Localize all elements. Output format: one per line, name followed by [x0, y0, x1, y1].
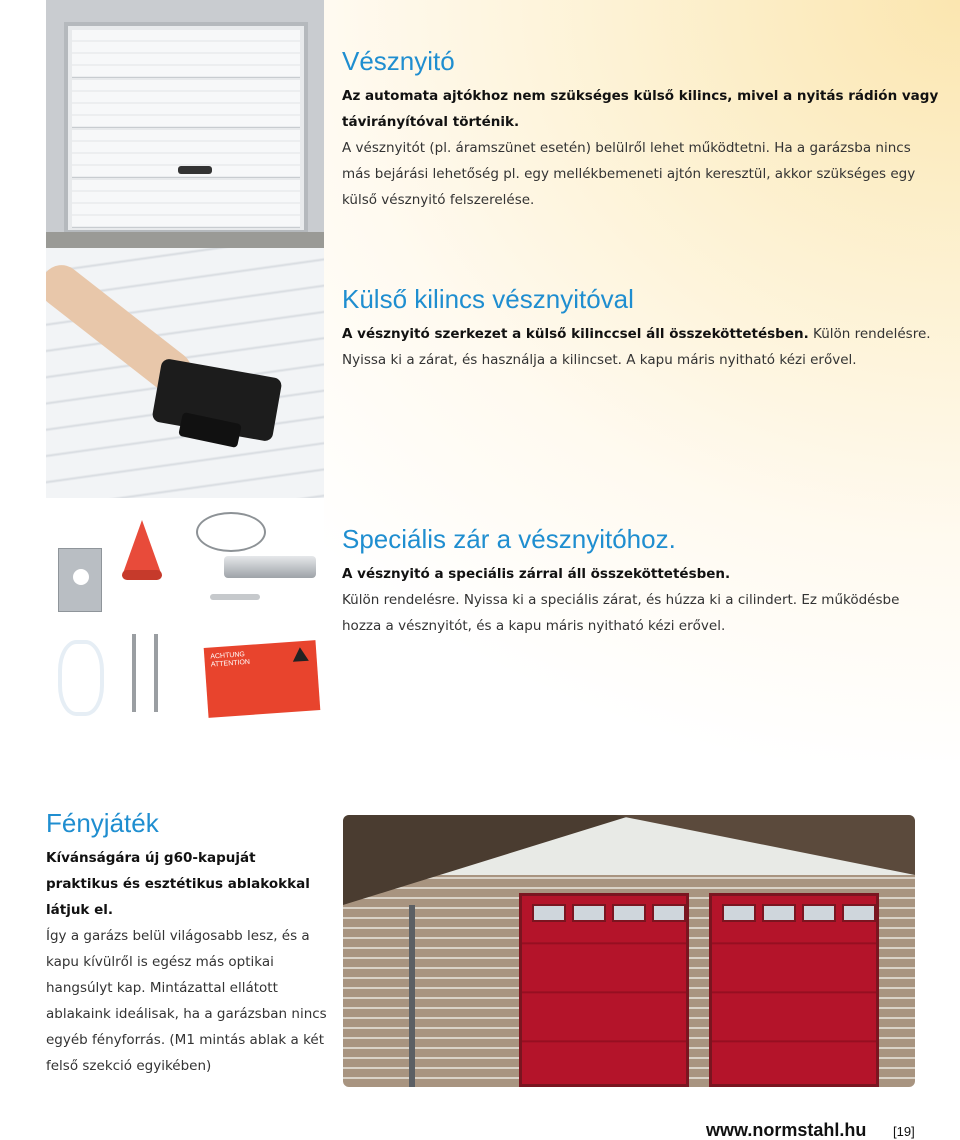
wire-coil: [196, 512, 266, 552]
door-panel: [72, 80, 300, 128]
section-body: A vésznyitót (pl. áramszünet esetén) belülről lehet működtetni. Ha a garázsba nincs más bejárási lehetőség pl. egy mellékbemeneti ajtón keresztül, akkor szükséges egy külső vésznyitó felszerelése.: [342, 140, 916, 209]
bolt: [132, 634, 136, 712]
section-lead: A vésznyitó a speciális zárral áll összeköttetésben.: [342, 566, 731, 583]
red-cone: [122, 520, 162, 576]
page-number: [19]: [893, 1124, 915, 1139]
door-panel: [72, 30, 300, 78]
warning-label-line2: ATTENTION: [210, 658, 251, 669]
warning-label: [204, 640, 321, 718]
door-window: [652, 904, 686, 922]
footer-website[interactable]: www.normstahl.hu: [706, 1120, 867, 1140]
warning-label-line1: ACHTUNG: [210, 651, 246, 661]
section-body: Így a garázs belül világosabb lesz, és a kapu kívülről is egész más optikai hangsúlyt kap. Mintázattal ellátott ablakaink ideálisak, ha a garázsban nincs egyéb fényforrás. (M1 mintás ablak a két felső szekció egyikében): [46, 928, 327, 1075]
outside-handle-photo: [46, 248, 324, 498]
section-specialis-zar: [342, 524, 942, 639]
warning-label-text: [210, 651, 250, 670]
red-garage-doors-photo: [343, 815, 915, 1087]
garage-door-photo: [46, 0, 324, 248]
section-title: Vésznyitó: [342, 46, 455, 76]
section-kulso-kilincs: [342, 284, 942, 373]
key: [210, 594, 260, 600]
section-title: Fényjáték: [46, 808, 159, 838]
special-lock-kit-photo: [46, 498, 324, 746]
section-body: Külön rendelésre. Nyissa ki a zárat, és használja a kilincset. A kapu máris nyitható kézi erővel.: [342, 326, 931, 369]
section-body: Külön rendelésre. Nyissa ki a speciális zárat, és húzza ki a cilindert. Ez működésbe hozza a vésznyitót, és a kapu máris nyitható kézi erővel.: [342, 592, 900, 635]
ground: [46, 232, 324, 248]
door-window: [762, 904, 796, 922]
red-garage-door-right: [709, 893, 879, 1087]
section-lead: Kívánságára új g60-kapuját praktikus és esztétikus ablakokkal látjuk el.: [46, 850, 310, 919]
door-panel: [72, 180, 300, 228]
plate-hole: [73, 569, 89, 585]
lock-cylinder: [224, 556, 316, 578]
warning-triangle-icon: [292, 647, 309, 662]
door-window: [612, 904, 646, 922]
section-vesznyito: [342, 46, 942, 213]
section-lead: A vésznyitó szerkezet a külső kilinccsel áll összeköttetésben.: [342, 326, 809, 343]
door-window: [802, 904, 836, 922]
door-window: [572, 904, 606, 922]
section-paragraph: [342, 321, 942, 373]
red-cone-base: [122, 570, 162, 580]
door-window: [532, 904, 566, 922]
door-handle: [178, 166, 212, 174]
door-window: [722, 904, 756, 922]
door-window: [842, 904, 876, 922]
drain-pipe: [409, 905, 415, 1087]
red-garage-door-left: [519, 893, 689, 1087]
section-lead: Az automata ajtókhoz nem szükséges külső kilincs, mivel a nyitás rádión vagy távirányítóval történik.: [342, 88, 939, 131]
mounting-plate: [58, 548, 102, 612]
roof-right: [615, 815, 915, 875]
roof-left: [343, 815, 633, 905]
cable-loop: [58, 640, 104, 716]
section-title: Speciális zár a vésznyitóhoz.: [342, 524, 676, 554]
door-frame: [64, 22, 308, 234]
bolt: [154, 634, 158, 712]
section-title: Külső kilincs vésznyitóval: [342, 284, 634, 314]
section-fenyjatek: [46, 808, 331, 1079]
